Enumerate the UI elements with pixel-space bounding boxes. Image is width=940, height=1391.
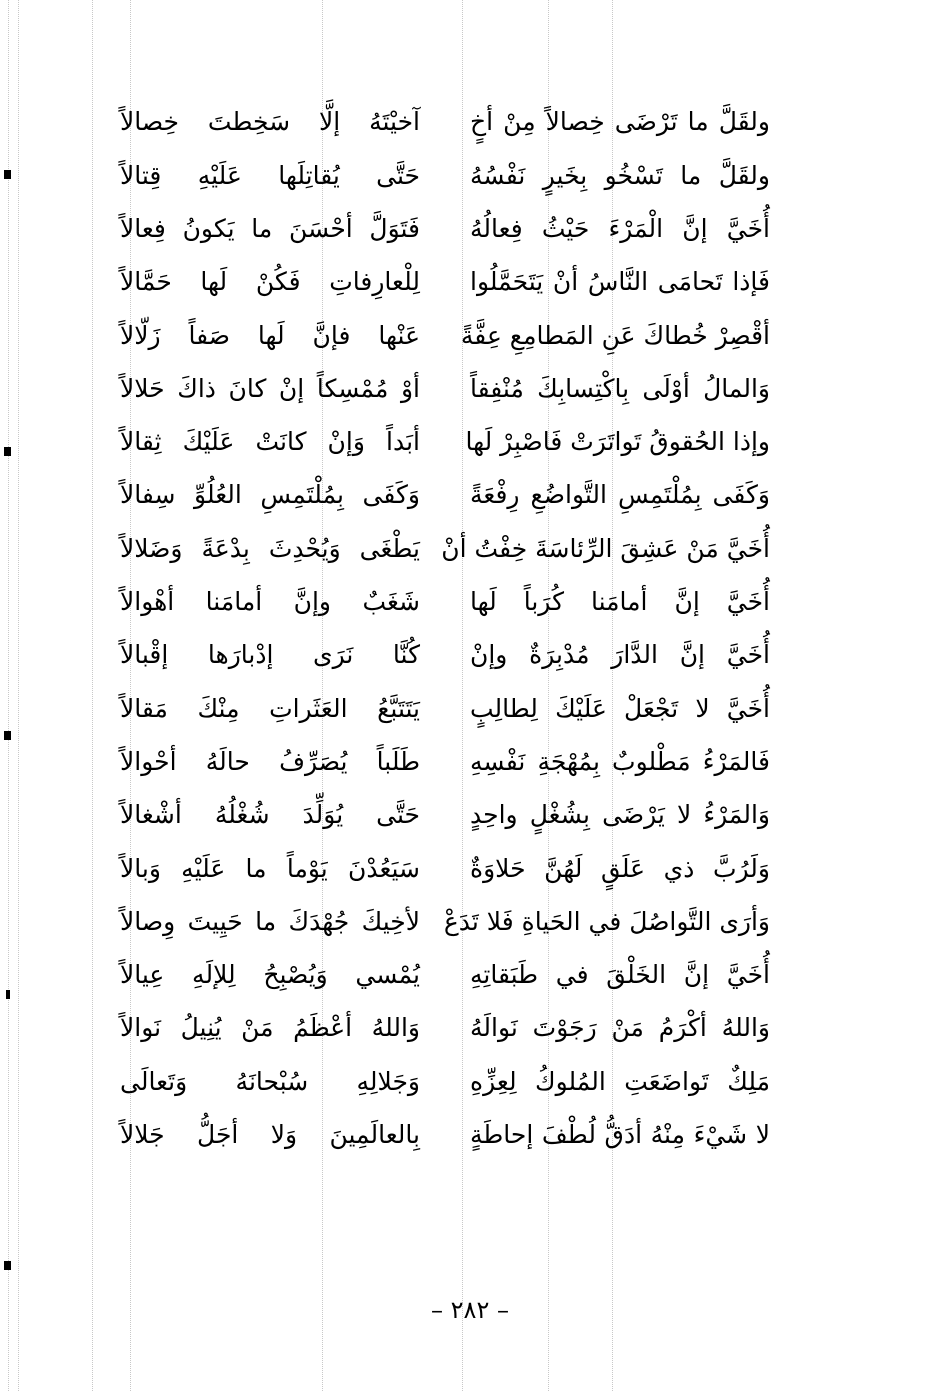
verse-second-hemistich: أبَداً وَإنْ كانَتْ عَلَيْكَ ثِقالاً bbox=[120, 427, 420, 457]
poem-verse bbox=[120, 789, 770, 842]
poem-verse bbox=[120, 96, 770, 149]
poem-verse bbox=[120, 522, 770, 575]
poem-verse bbox=[120, 149, 770, 202]
verse-second-hemistich: شَغَبٌ وإنَّ أمامَنا أهْوالاً bbox=[120, 587, 420, 617]
verse-second-hemistich: يَتَتَبَّعُ العَثَراتِ مِنْكَ مَقالاً bbox=[120, 693, 420, 723]
verse-first-hemistich: وإذا الحُقوقُ تَواتَرَتْ فَاصْبِرْ لَها bbox=[465, 427, 770, 457]
poem-verse bbox=[120, 203, 770, 256]
page-edge-line bbox=[8, 0, 9, 1391]
verse-second-hemistich: أوْ مُمْسِكاً إنْ كانَ ذاكَ حَلالاً bbox=[120, 373, 420, 403]
poem-verse bbox=[120, 416, 770, 469]
poem-verse bbox=[120, 736, 770, 789]
verse-second-hemistich: طَلَباً يُصَرِّفُ حالَهُ أحْوالاً bbox=[120, 746, 420, 776]
verse-second-hemistich: لِلْعارِفاتِ فَكُنْ لَها حَمَّالاً bbox=[120, 267, 420, 297]
poem-verse bbox=[120, 1002, 770, 1055]
verse-first-hemistich: أُخَيَّ إنَّ الخَلْقَ في طَبَقاتِهِ bbox=[470, 960, 770, 990]
poem-verse bbox=[120, 256, 770, 309]
verse-first-hemistich: أُخَيَّ لا تَجْعَلْ عَلَيْكَ لِطالِبٍ bbox=[470, 693, 770, 723]
verse-second-hemistich: فَتَوَلَّ أحْسَنَ ما يَكونُ فِعالاً bbox=[120, 213, 420, 243]
poem-verse bbox=[120, 362, 770, 415]
verse-second-hemistich: عَنْها فإنَّ لَها صَفاً زَلّالاً bbox=[120, 320, 420, 350]
scan-guide-line bbox=[92, 0, 93, 1391]
poem-verse bbox=[120, 895, 770, 948]
page-number: – ٢٨٢ – bbox=[431, 1296, 509, 1324]
poem-verse bbox=[120, 1109, 770, 1162]
verse-first-hemistich: ولقَلَّ ما تَسْخُو بِخَيرٍ نَفْسُهُ bbox=[470, 160, 770, 190]
poem bbox=[120, 96, 770, 1162]
verse-first-hemistich: وَأرَى التَّواصُلَ في الحَياةِ فَلا تَدَعْ bbox=[443, 906, 770, 936]
verse-first-hemistich: مَلِكٌ تَواضَعَتِ المُلوكُ لِعِزِّهِ bbox=[470, 1066, 770, 1096]
verse-first-hemistich: أقْصِرْ خُطاكَ عَنِ المَطامِعِ عِفَّةً bbox=[460, 320, 770, 350]
verse-second-hemistich: كُنَّا نَرَى إدْبارَها إقْبالاً bbox=[120, 640, 420, 670]
binding-mark bbox=[4, 447, 11, 456]
verse-second-hemistich: يُمْسي وَيُصْبِحُ لِلإلَهِ عِيالاً bbox=[120, 960, 420, 990]
verse-first-hemistich: ولقَلَّ ما تَرْضَى خِصالاً مِنْ أخٍ bbox=[470, 107, 770, 137]
poem-verse bbox=[120, 629, 770, 682]
binding-mark bbox=[4, 170, 11, 179]
poem-verse bbox=[120, 842, 770, 895]
binding-mark bbox=[4, 1261, 11, 1270]
verse-second-hemistich: وَاللهُ أعْظَمُ مَنْ يُنِيلُ نَوالاً bbox=[120, 1013, 420, 1043]
binding-mark bbox=[4, 731, 11, 740]
verse-first-hemistich: فَإذا تَحامَى النَّاسُ أنْ يَتَحَمَّلُوا bbox=[470, 267, 770, 297]
verse-second-hemistich: يَطْغَى وَيُحْدِثَ بِدْعَةً وَضَلالاً bbox=[120, 533, 420, 563]
verse-first-hemistich: فَالمَرْءُ مَطْلوبٌ بِمُهْجَةِ نَفْسِهِ bbox=[470, 746, 770, 776]
verse-first-hemistich: وَالمالُ أوْلَى بِاكْتِسابِكَ مُنْفِقاً bbox=[470, 373, 770, 403]
poem-verse bbox=[120, 469, 770, 522]
verse-second-hemistich: حَتَّى يُقاتِلَها عَلَيْهِ قِتالاً bbox=[120, 160, 420, 190]
page-edge-line bbox=[18, 0, 19, 1391]
verse-second-hemistich: لأخِيكَ جُهْدَكَ ما حَيِيتَ وِصالاً bbox=[120, 906, 420, 936]
verse-first-hemistich: وَاللهُ أكْرَمُ مَنْ رَجَوْتَ نَوالَهُ bbox=[470, 1013, 770, 1043]
verse-first-hemistich: وَلَرُبَّ ذي عَلَقٍ لَهُنَّ حَلاوَةٌ bbox=[470, 853, 770, 883]
verse-first-hemistich: لا شَيْءَ مِنْهُ أدَقُّ لُطْفَ إحاطَةٍ bbox=[470, 1120, 770, 1150]
verse-first-hemistich: أُخَيَّ إنَّ الْمَرْءَ حَيْثُ فِعالُهُ bbox=[470, 213, 770, 243]
verse-second-hemistich: آخيْتَهُ إلَّا سَخِطتَ خِصالاً bbox=[120, 107, 420, 137]
verse-first-hemistich: أُخَيَّ مَنْ عَشِقَ الرِّئاسَةَ خِفْتُ أنْ bbox=[441, 533, 770, 563]
verse-second-hemistich: سَيَعُدْنَ يَوْماً ما عَلَيْهِ وَبالاً bbox=[120, 853, 420, 883]
binding-mark bbox=[6, 990, 10, 999]
verse-first-hemistich: وَالمَرْءُ لا يَرْضَى بِشُغْلٍ واحِدٍ bbox=[470, 800, 770, 830]
poem-verse bbox=[120, 309, 770, 362]
verse-second-hemistich: وَجَلالِهِ سُبْحانَهُ وَتَعالَى bbox=[120, 1066, 420, 1096]
poem-verse bbox=[120, 949, 770, 1002]
verse-first-hemistich: أُخَيَّ إنَّ أمامَنا كُرَباً لَها bbox=[470, 587, 770, 617]
poem-verse bbox=[120, 682, 770, 735]
verse-second-hemistich: وَكَفَى بِمُلْتَمِسِ العُلُوِّ سِفالاً bbox=[120, 480, 420, 510]
verse-first-hemistich: وَكَفَى بِمُلْتَمِسِ التَّواضُعِ رِفْعَةً bbox=[470, 480, 770, 510]
verse-first-hemistich: أُخَيَّ إنَّ الدَّارَ مُدْبِرَةٌ وإنْ bbox=[470, 640, 770, 670]
verse-second-hemistich: بِالعالَمِينَ وَلا أجَلُّ جَلالاً bbox=[120, 1120, 420, 1150]
poem-verse bbox=[120, 576, 770, 629]
poem-verse bbox=[120, 1055, 770, 1108]
verse-second-hemistich: حَتَّى يُوَلِّدَ شُغْلُهُ أشْغالاً bbox=[120, 800, 420, 830]
